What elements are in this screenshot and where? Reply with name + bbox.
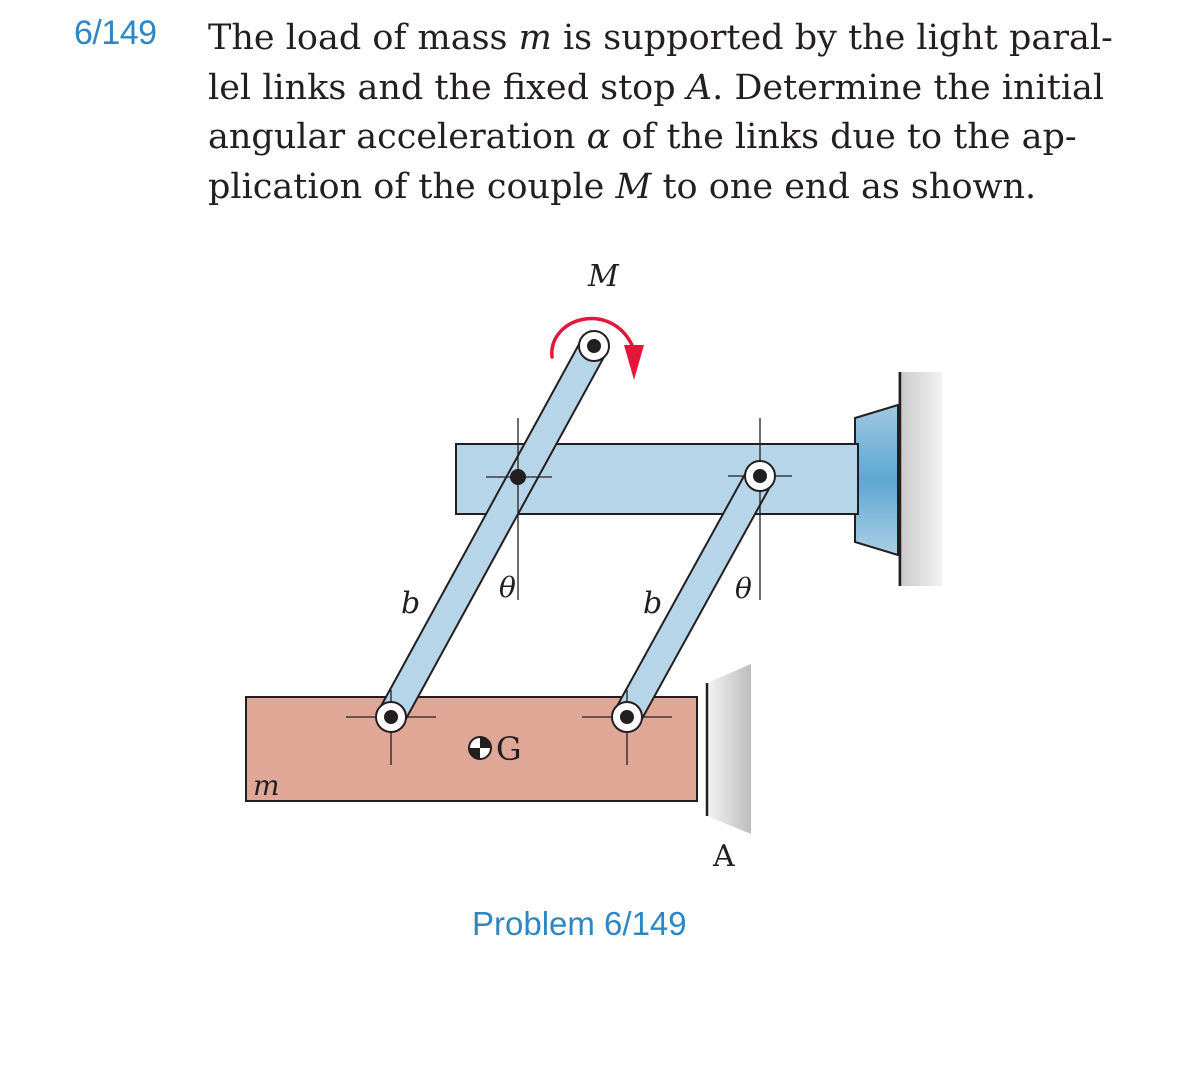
label-angle-theta-right: θ: [735, 572, 752, 605]
center-of-mass-icon: [469, 737, 491, 759]
wall: [898, 372, 942, 586]
label-couple-m: M: [588, 259, 619, 294]
statement-line-4: plication of the couple M to one end as shown.: [208, 166, 1037, 207]
label-mass-m: m: [253, 769, 280, 802]
left-link: [391, 346, 594, 717]
frame-pin-left: [510, 469, 526, 485]
pin-frame-right: [745, 461, 775, 491]
figure-caption: Problem 6/149: [472, 905, 687, 942]
wall-mount: [855, 405, 898, 555]
fixed-stop-a: [707, 664, 751, 834]
pin-load-left: [376, 702, 406, 732]
statement-line-2: lel links and the fixed stop A. Determine the initial: [208, 67, 1105, 108]
pin-top: [579, 331, 609, 361]
label-link-b-left: b: [401, 586, 421, 621]
label-center-of-mass-g: G: [496, 730, 522, 768]
label-angle-theta-left: θ: [499, 571, 516, 604]
problem-number: 6/149: [74, 14, 157, 52]
label-link-b-right: b: [643, 586, 663, 621]
pin-load-right: [612, 702, 642, 732]
statement-line-1: The load of mass m is supported by the light paral-: [208, 18, 1113, 58]
label-stop-a: A: [713, 839, 735, 874]
statement-line-3: angular acceleration α of the links due to the ap-: [208, 117, 1077, 157]
